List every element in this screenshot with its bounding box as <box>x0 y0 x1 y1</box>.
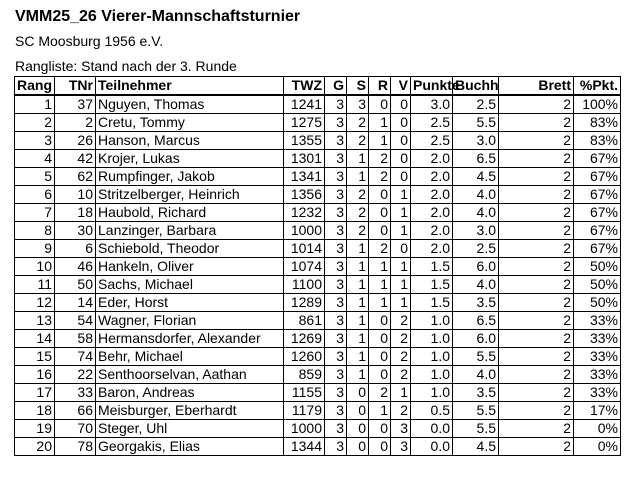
cell-brett: 2 <box>499 420 574 438</box>
cell-buchh: 5.5 <box>453 420 499 438</box>
ranking-table-body <box>15 95 621 456</box>
cell-rang: 4 <box>15 150 55 168</box>
cell-brett: 2 <box>499 438 574 456</box>
cell-tnr: 58 <box>55 330 96 348</box>
cell-buchh: 5.5 <box>453 348 499 366</box>
cell-s: 1 <box>347 168 369 186</box>
cell-tnr: 78 <box>55 438 96 456</box>
cell-r: 1 <box>369 258 391 276</box>
cell-punkte: 1.0 <box>411 330 453 348</box>
cell-rang: 16 <box>15 366 55 384</box>
cell-r: 0 <box>369 348 391 366</box>
cell-pkt: 0% <box>574 438 621 456</box>
cell-r: 1 <box>369 402 391 420</box>
cell-rang: 13 <box>15 312 55 330</box>
cell-v: 3 <box>391 420 411 438</box>
cell-s: 2 <box>347 132 369 150</box>
header-row <box>15 77 621 96</box>
cell-rang: 14 <box>15 330 55 348</box>
cell-name: Rumpfinger, Jakob <box>96 168 284 186</box>
cell-buchh: 6.5 <box>453 150 499 168</box>
cell-punkte: 1.0 <box>411 348 453 366</box>
cell-r: 2 <box>369 150 391 168</box>
cell-r: 1 <box>369 294 391 312</box>
cell-twz: 1344 <box>284 438 325 456</box>
cell-v: 2 <box>391 330 411 348</box>
cell-name: Meisburger, Eberhardt <box>96 402 284 420</box>
cell-v: 0 <box>391 168 411 186</box>
cell-rang: 15 <box>15 348 55 366</box>
cell-rang: 5 <box>15 168 55 186</box>
cell-punkte: 3.0 <box>411 95 453 114</box>
document-title: VMM25_26 Vierer-Mannschaftsturnier <box>15 8 301 25</box>
cell-pkt: 67% <box>574 186 621 204</box>
cell-g: 3 <box>325 276 347 294</box>
cell-r: 0 <box>369 222 391 240</box>
cell-r: 2 <box>369 168 391 186</box>
cell-name: Hanson, Marcus <box>96 132 284 150</box>
cell-tnr: 54 <box>55 312 96 330</box>
cell-r: 0 <box>369 366 391 384</box>
cell-pkt: 17% <box>574 402 621 420</box>
cell-pkt: 67% <box>574 222 621 240</box>
table-row <box>15 132 621 150</box>
cell-r: 2 <box>369 240 391 258</box>
cell-punkte: 1.0 <box>411 312 453 330</box>
cell-tnr: 66 <box>55 402 96 420</box>
cell-punkte: 1.5 <box>411 294 453 312</box>
cell-brett: 2 <box>499 150 574 168</box>
table-row <box>15 114 621 132</box>
cell-name: Schiebold, Theodor <box>96 240 284 258</box>
cell-v: 1 <box>391 186 411 204</box>
cell-brett: 2 <box>499 312 574 330</box>
table-row <box>15 168 621 186</box>
cell-buchh: 5.5 <box>453 114 499 132</box>
cell-tnr: 6 <box>55 240 96 258</box>
cell-twz: 1232 <box>284 204 325 222</box>
cell-rang: 8 <box>15 222 55 240</box>
cell-rang: 11 <box>15 276 55 294</box>
cell-pkt: 33% <box>574 312 621 330</box>
cell-punkte: 1.0 <box>411 384 453 402</box>
cell-pkt: 50% <box>574 294 621 312</box>
cell-tnr: 62 <box>55 168 96 186</box>
cell-twz: 1241 <box>284 95 325 114</box>
cell-tnr: 26 <box>55 132 96 150</box>
cell-s: 1 <box>347 294 369 312</box>
cell-punkte: 2.5 <box>411 114 453 132</box>
table-row <box>15 330 621 348</box>
cell-pkt: 33% <box>574 366 621 384</box>
cell-s: 0 <box>347 438 369 456</box>
cell-buchh: 3.5 <box>453 384 499 402</box>
cell-g: 3 <box>325 384 347 402</box>
cell-rang: 2 <box>15 114 55 132</box>
cell-rang: 12 <box>15 294 55 312</box>
table-row <box>15 402 621 420</box>
cell-s: 0 <box>347 420 369 438</box>
cell-twz: 1014 <box>284 240 325 258</box>
cell-g: 3 <box>325 366 347 384</box>
cell-buchh: 6.0 <box>453 330 499 348</box>
cell-buchh: 4.0 <box>453 366 499 384</box>
cell-buchh: 4.0 <box>453 186 499 204</box>
cell-s: 2 <box>347 114 369 132</box>
cell-punkte: 0.5 <box>411 402 453 420</box>
table-row <box>15 348 621 366</box>
cell-g: 3 <box>325 312 347 330</box>
cell-pkt: 0% <box>574 420 621 438</box>
cell-tnr: 50 <box>55 276 96 294</box>
table-row <box>15 276 621 294</box>
cell-name: Haubold, Richard <box>96 204 284 222</box>
cell-twz: 1155 <box>284 384 325 402</box>
column-header-r: R <box>369 77 391 96</box>
cell-buchh: 3.5 <box>453 294 499 312</box>
cell-s: 1 <box>347 258 369 276</box>
cell-v: 1 <box>391 222 411 240</box>
cell-pkt: 33% <box>574 330 621 348</box>
cell-buchh: 3.0 <box>453 222 499 240</box>
cell-v: 0 <box>391 150 411 168</box>
table-row <box>15 222 621 240</box>
cell-v: 2 <box>391 366 411 384</box>
cell-tnr: 33 <box>55 384 96 402</box>
table-row <box>15 95 621 114</box>
cell-pkt: 83% <box>574 114 621 132</box>
cell-g: 3 <box>325 258 347 276</box>
table-row <box>15 438 621 456</box>
cell-twz: 1269 <box>284 330 325 348</box>
cell-buchh: 6.0 <box>453 258 499 276</box>
cell-rang: 10 <box>15 258 55 276</box>
cell-rang: 6 <box>15 186 55 204</box>
cell-buchh: 4.5 <box>453 168 499 186</box>
cell-name: Krojer, Lukas <box>96 150 284 168</box>
cell-s: 1 <box>347 348 369 366</box>
cell-brett: 2 <box>499 240 574 258</box>
column-header-v: V <box>391 77 411 96</box>
cell-s: 1 <box>347 276 369 294</box>
cell-buchh: 2.5 <box>453 240 499 258</box>
cell-g: 3 <box>325 240 347 258</box>
cell-s: 1 <box>347 330 369 348</box>
cell-s: 1 <box>347 150 369 168</box>
cell-name: Stritzelberger, Heinrich <box>96 186 284 204</box>
cell-tnr: 42 <box>55 150 96 168</box>
cell-name: Lanzinger, Barbara <box>96 222 284 240</box>
cell-brett: 2 <box>499 95 574 114</box>
cell-tnr: 37 <box>55 95 96 114</box>
cell-buchh: 4.0 <box>453 276 499 294</box>
cell-s: 1 <box>347 366 369 384</box>
cell-punkte: 2.0 <box>411 186 453 204</box>
cell-name: Georgakis, Elias <box>96 438 284 456</box>
cell-g: 3 <box>325 150 347 168</box>
cell-pkt: 33% <box>574 384 621 402</box>
cell-twz: 1356 <box>284 186 325 204</box>
cell-rang: 17 <box>15 384 55 402</box>
cell-rang: 1 <box>15 95 55 114</box>
cell-tnr: 46 <box>55 258 96 276</box>
cell-tnr: 14 <box>55 294 96 312</box>
cell-r: 1 <box>369 114 391 132</box>
cell-g: 3 <box>325 402 347 420</box>
cell-name: Sachs, Michael <box>96 276 284 294</box>
cell-pkt: 33% <box>574 348 621 366</box>
cell-tnr: 74 <box>55 348 96 366</box>
cell-name: Behr, Michael <box>96 348 284 366</box>
cell-name: Baron, Andreas <box>96 384 284 402</box>
cell-v: 1 <box>391 204 411 222</box>
cell-g: 3 <box>325 294 347 312</box>
cell-v: 0 <box>391 240 411 258</box>
cell-name: Senthoorselvan, Aathan <box>96 366 284 384</box>
cell-twz: 1260 <box>284 348 325 366</box>
cell-tnr: 2 <box>55 114 96 132</box>
column-header-brett: Brett <box>499 77 574 96</box>
cell-g: 3 <box>325 168 347 186</box>
cell-v: 3 <box>391 438 411 456</box>
table-row <box>15 366 621 384</box>
cell-r: 1 <box>369 276 391 294</box>
column-header-tnr: TNr <box>55 77 96 96</box>
cell-g: 3 <box>325 114 347 132</box>
cell-g: 3 <box>325 420 347 438</box>
cell-brett: 2 <box>499 204 574 222</box>
cell-v: 1 <box>391 258 411 276</box>
cell-tnr: 10 <box>55 186 96 204</box>
table-row <box>15 312 621 330</box>
table-row <box>15 294 621 312</box>
cell-twz: 1355 <box>284 132 325 150</box>
cell-g: 3 <box>325 348 347 366</box>
cell-name: Nguyen, Thomas <box>96 95 284 114</box>
cell-twz: 861 <box>284 312 325 330</box>
column-header-buchh: Buchh <box>453 77 499 96</box>
cell-punkte: 1.0 <box>411 366 453 384</box>
cell-brett: 2 <box>499 276 574 294</box>
cell-rang: 7 <box>15 204 55 222</box>
cell-tnr: 70 <box>55 420 96 438</box>
cell-r: 0 <box>369 204 391 222</box>
cell-pkt: 50% <box>574 276 621 294</box>
cell-punkte: 2.0 <box>411 222 453 240</box>
cell-rang: 3 <box>15 132 55 150</box>
table-row <box>15 186 621 204</box>
cell-twz: 1289 <box>284 294 325 312</box>
cell-v: 2 <box>391 312 411 330</box>
cell-name: Hankeln, Oliver <box>96 258 284 276</box>
cell-buchh: 6.5 <box>453 312 499 330</box>
table-row <box>15 384 621 402</box>
column-header-name: Teilnehmer <box>96 77 284 96</box>
club-name: SC Moosburg 1956 e.V. <box>15 33 164 49</box>
cell-g: 3 <box>325 204 347 222</box>
cell-brett: 2 <box>499 132 574 150</box>
column-header-s: S <box>347 77 369 96</box>
column-header-pkt: %Pkt. <box>574 77 621 96</box>
table-row <box>15 150 621 168</box>
cell-g: 3 <box>325 222 347 240</box>
cell-rang: 18 <box>15 402 55 420</box>
cell-v: 1 <box>391 384 411 402</box>
cell-v: 2 <box>391 402 411 420</box>
cell-s: 3 <box>347 95 369 114</box>
cell-twz: 1074 <box>284 258 325 276</box>
cell-r: 0 <box>369 420 391 438</box>
cell-s: 0 <box>347 384 369 402</box>
cell-pkt: 67% <box>574 168 621 186</box>
cell-tnr: 22 <box>55 366 96 384</box>
cell-name: Cretu, Tommy <box>96 114 284 132</box>
cell-buchh: 4.0 <box>453 204 499 222</box>
ranking-subtitle: Rangliste: Stand nach der 3. Runde <box>15 58 237 74</box>
cell-r: 2 <box>369 384 391 402</box>
cell-pkt: 67% <box>574 240 621 258</box>
cell-punkte: 2.0 <box>411 168 453 186</box>
cell-rang: 20 <box>15 438 55 456</box>
cell-twz: 1000 <box>284 222 325 240</box>
cell-v: 1 <box>391 276 411 294</box>
cell-twz: 1100 <box>284 276 325 294</box>
cell-twz: 1000 <box>284 420 325 438</box>
cell-buchh: 5.5 <box>453 402 499 420</box>
cell-g: 3 <box>325 330 347 348</box>
cell-brett: 2 <box>499 348 574 366</box>
cell-r: 1 <box>369 132 391 150</box>
cell-v: 0 <box>391 95 411 114</box>
cell-brett: 2 <box>499 258 574 276</box>
cell-buchh: 2.5 <box>453 95 499 114</box>
cell-punkte: 0.0 <box>411 420 453 438</box>
cell-brett: 2 <box>499 330 574 348</box>
cell-r: 0 <box>369 312 391 330</box>
cell-name: Hermansdorfer, Alexander <box>96 330 284 348</box>
cell-r: 0 <box>369 186 391 204</box>
cell-g: 3 <box>325 438 347 456</box>
cell-brett: 2 <box>499 168 574 186</box>
cell-v: 0 <box>391 132 411 150</box>
cell-name: Wagner, Florian <box>96 312 284 330</box>
cell-twz: 859 <box>284 366 325 384</box>
cell-name: Steger, Uhl <box>96 420 284 438</box>
cell-twz: 1275 <box>284 114 325 132</box>
ranking-table-header <box>15 77 621 96</box>
cell-brett: 2 <box>499 384 574 402</box>
cell-g: 3 <box>325 132 347 150</box>
cell-s: 1 <box>347 312 369 330</box>
cell-g: 3 <box>325 186 347 204</box>
cell-r: 0 <box>369 330 391 348</box>
cell-pkt: 67% <box>574 204 621 222</box>
table-row <box>15 258 621 276</box>
cell-v: 0 <box>391 114 411 132</box>
cell-s: 1 <box>347 240 369 258</box>
table-row <box>15 240 621 258</box>
cell-rang: 9 <box>15 240 55 258</box>
cell-s: 2 <box>347 204 369 222</box>
cell-s: 2 <box>347 222 369 240</box>
column-header-g: G <box>325 77 347 96</box>
cell-rang: 19 <box>15 420 55 438</box>
cell-brett: 2 <box>499 294 574 312</box>
cell-pkt: 83% <box>574 132 621 150</box>
cell-buchh: 3.0 <box>453 132 499 150</box>
cell-name: Eder, Horst <box>96 294 284 312</box>
cell-punkte: 2.0 <box>411 150 453 168</box>
cell-g: 3 <box>325 95 347 114</box>
cell-twz: 1341 <box>284 168 325 186</box>
cell-v: 1 <box>391 294 411 312</box>
cell-brett: 2 <box>499 222 574 240</box>
cell-s: 0 <box>347 402 369 420</box>
cell-punkte: 1.5 <box>411 258 453 276</box>
cell-punkte: 2.5 <box>411 132 453 150</box>
cell-tnr: 30 <box>55 222 96 240</box>
cell-punkte: 0.0 <box>411 438 453 456</box>
cell-brett: 2 <box>499 366 574 384</box>
cell-brett: 2 <box>499 186 574 204</box>
column-header-rang: Rang <box>15 77 55 96</box>
cell-twz: 1301 <box>284 150 325 168</box>
ranking-table <box>14 76 621 456</box>
cell-s: 2 <box>347 186 369 204</box>
cell-twz: 1179 <box>284 402 325 420</box>
cell-buchh: 4.5 <box>453 438 499 456</box>
cell-brett: 2 <box>499 402 574 420</box>
cell-brett: 2 <box>499 114 574 132</box>
cell-tnr: 18 <box>55 204 96 222</box>
table-row <box>15 420 621 438</box>
cell-v: 2 <box>391 348 411 366</box>
table-row <box>15 204 621 222</box>
cell-r: 0 <box>369 95 391 114</box>
column-header-twz: TWZ <box>284 77 325 96</box>
cell-punkte: 1.5 <box>411 276 453 294</box>
cell-punkte: 2.0 <box>411 240 453 258</box>
cell-pkt: 100% <box>574 95 621 114</box>
cell-pkt: 67% <box>574 150 621 168</box>
column-header-punkte: Punkte <box>411 77 453 96</box>
cell-pkt: 50% <box>574 258 621 276</box>
cell-punkte: 2.0 <box>411 204 453 222</box>
cell-r: 0 <box>369 438 391 456</box>
